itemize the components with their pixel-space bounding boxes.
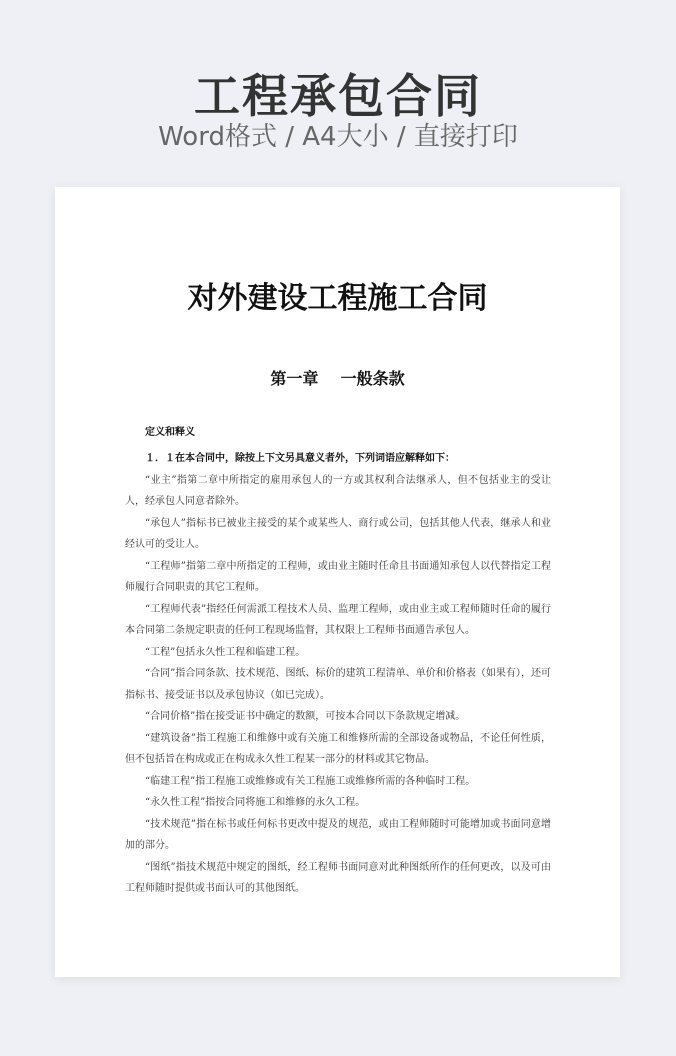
definition-paragraph: “工程师”指第二章中所指定的工程师，或由业主随时任命且书面通知承包人以代替指定工程师履行合同职责的其它工程师。 xyxy=(125,560,551,593)
document-title: 对外建设工程施工合同 xyxy=(187,281,488,316)
definition-paragraph: “永久性工程”指按合同将施工和维修的永久工程。 xyxy=(145,797,366,808)
definition-paragraph: “临建工程”指工程施工或维修或有关工程施工或维修所需的各种临时工程。 xyxy=(145,775,476,787)
chapter-heading: 第一章 一般条款 xyxy=(270,369,405,388)
banner-title: 工程承包合同 xyxy=(194,69,482,123)
definition-paragraph: “业主”指第二章中所指定的雇用承包人的一方或其权利合法继承人，但不包括业主的受让人，经承包人同意者除外。 xyxy=(125,474,551,507)
definition-paragraph: “工程师代表”指经任何需派工程技术人员、监理工程师，或由业主或工程师随时任命的履行本合同第二条规定职责的任何工程现场监督，其权限上工程师书面通告承包人。 xyxy=(125,603,551,636)
section-heading: 定义和释义 xyxy=(145,427,195,438)
clause-intro: １．１在本合同中，除按上下文另具意义者外，下列词语应解释如下： xyxy=(145,453,455,464)
definition-paragraph: “承包人”指标书已被业主接受的某个或某些人、商行或公司，包括其他人代表，继承人和业经认可的受让人。 xyxy=(125,517,551,550)
definition-paragraph: “工程”包括永久性工程和临建工程。 xyxy=(145,646,306,658)
document-page xyxy=(55,187,620,977)
definition-paragraph: “建筑设备”指工程施工和维修中或有关施工和维修所需的全部设备或物品，不论任何性质，但不包括旨在构成或正在构成永久性工程某一部分的材料或其它物品。 xyxy=(125,732,551,765)
definition-paragraph: “合同”指合同条款、技术规范、图纸、标价的建筑工程清单、单价和价格表（如果有），还可指标书、接受证书以及承包协议（如已完成）。 xyxy=(125,668,551,701)
definition-paragraph: “技术规范”指在标书或任何标书更改中提及的规范，或由工程师随时可能增加或书面同意增加的部分。 xyxy=(125,818,551,851)
banner-subtitle: Word格式 / A4大小 / 直接打印 xyxy=(158,122,518,152)
document-body xyxy=(125,448,551,900)
definition-paragraph: “图纸”指技术规范中规定的图纸，经工程师书面同意对此种图纸所作的任何更改，以及可由工程师随时提供或书面认可的其他图纸。 xyxy=(125,861,551,894)
definition-paragraph: “合同价格”指在接受证书中确定的数额，可按本合同以下条款规定增减。 xyxy=(145,711,466,722)
